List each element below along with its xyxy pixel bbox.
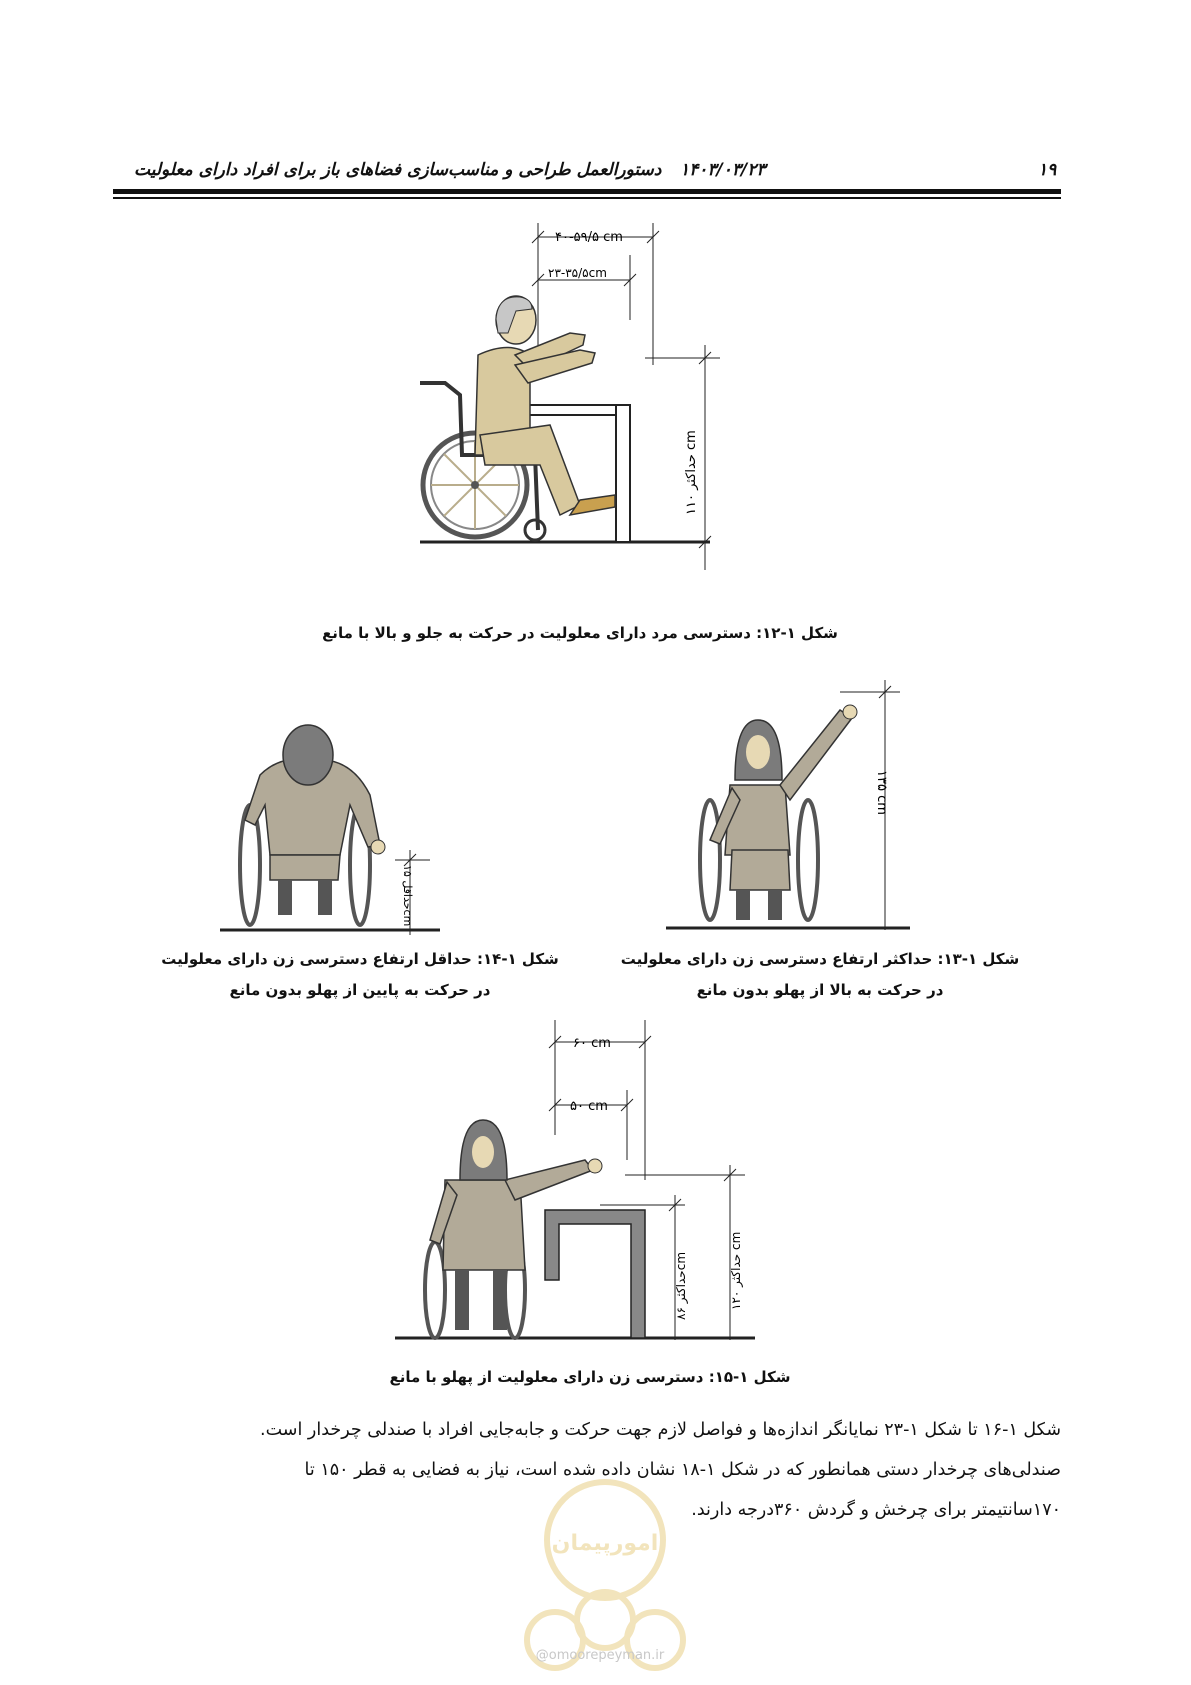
page-number: ۱۹ <box>1038 160 1057 180</box>
body-line-3: ۱۷۰سانتیمتر برای چرخش و گردش ۳۶۰درجه دارند. <box>691 1500 1061 1520</box>
fig15-caption: شکل ۱-۱۵: دسترسی زن دارای معلولیت از پهلو با مانع <box>389 1368 791 1386</box>
fig12-caption: شکل ۱-۱۲: دسترسی مرد دارای معلولیت در حرکت به جلو و بالا با مانع <box>322 624 838 642</box>
header-date: ۱۴۰۳/۰۳/۲۳ <box>680 160 766 180</box>
header-rule-thick <box>113 189 1061 194</box>
fig15-dim-top: ۶۰ cm <box>573 1036 611 1051</box>
header-rule-thin <box>113 197 1061 199</box>
fig12-dim-side: حداکثر ۱۱۰ cm <box>684 430 699 515</box>
fig13-caption-line1: شکل ۱-۱۳: حداکثر ارتفاع دسترسی زن دارای معلولیت <box>620 950 1020 968</box>
watermark-url: @omoorepeyman.ir <box>535 1648 665 1663</box>
fig15-dim-reach: حداکثر ۱۲۰ cm <box>729 1231 743 1310</box>
watermark-logo-text: امورپیمان <box>551 1531 659 1556</box>
fig15-dim-table: حداکثر ۸۶cm <box>674 1251 688 1320</box>
fig14-caption-line1: شکل ۱-۱۴: حداقل ارتفاع دسترسی زن دارای معلولیت <box>161 950 559 968</box>
body-line-1: شکل ۱-۱۶ تا شکل ۱-۲۳ نمایانگر اندازه‌ها و فواصل لازم جهت حرکت و جابه‌جایی افراد با صندلی چرخدار است. <box>260 1420 1061 1440</box>
fig12-dim-mid: ۲۳-۳۵/۵cm <box>548 266 607 280</box>
figure-13-illustration <box>660 680 920 940</box>
fig13-caption-line2: در حرکت به بالا از پهلو بدون مانع <box>696 981 944 999</box>
figure-12-illustration <box>420 215 750 595</box>
fig12-dim-top: ۴۰-۵۹/۵ cm <box>555 230 623 245</box>
body-line-2: صندلی‌های چرخدار دستی همانطور که در شکل ۱-۱۸ نشان داده شده است، نیاز به فضایی به قطر ۱۵۰ تا <box>304 1460 1061 1480</box>
fig13-dim-side: ۱۳۵ cm <box>874 770 889 815</box>
fig14-dim-side: حداقل ۱۵cm <box>401 865 414 927</box>
fig14-caption-line2: در حرکت به پایین از پهلو بدون مانع <box>229 981 491 999</box>
header-title: دستورالعمل طراحی و مناسب‌سازی فضاهای باز برای افراد دارای معلولیت <box>134 160 662 180</box>
figure-14-illustration <box>220 715 460 940</box>
fig15-dim-mid: ۵۰ cm <box>570 1099 608 1114</box>
figure-15-illustration <box>395 1020 795 1350</box>
